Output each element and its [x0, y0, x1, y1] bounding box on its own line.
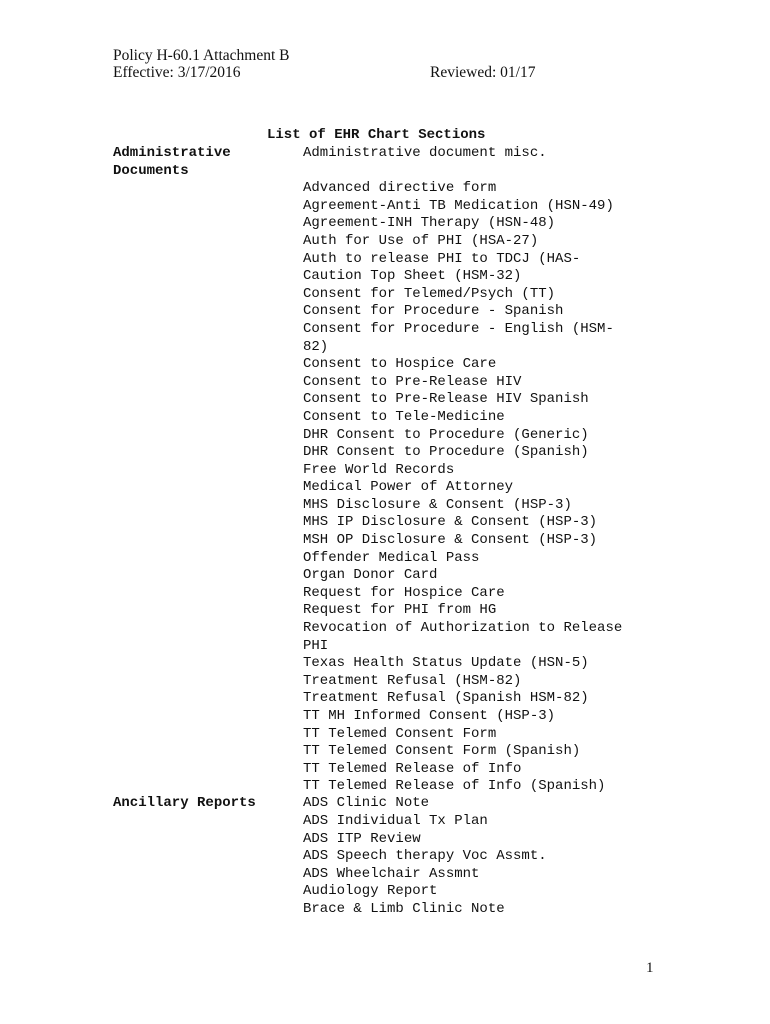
list-item: ADS ITP Review — [303, 830, 421, 847]
list-item: MHS Disclosure & Consent (HSP-3) — [303, 496, 572, 513]
list-item: Treatment Refusal (HSM-82) — [303, 672, 522, 689]
list-item: Agreement-Anti TB Medication (HSN-49) — [303, 197, 614, 214]
list-item: Organ Donor Card — [303, 567, 438, 584]
list-item: Request for PHI from HG — [303, 602, 497, 619]
list-item: Texas Health Status Update (HSN-5) — [303, 655, 589, 672]
section-item-list — [303, 145, 663, 796]
list-item: Medical Power of Attorney — [303, 479, 514, 496]
list-item: ADS Speech therapy Voc Assmt. — [303, 848, 547, 865]
list-item: TT MH Informed Consent (HSP-3) — [303, 708, 556, 724]
list-item: Consent to Tele-Medicine — [303, 408, 505, 425]
list-item: ADS Wheelchair Assmnt — [303, 865, 480, 882]
reviewed-date: Reviewed: 01/17 — [430, 64, 536, 81]
list-item: Treatment Refusal (Spanish HSM-82) — [303, 690, 589, 707]
list-item: ADS Clinic Note — [303, 795, 430, 812]
list-item: Auth for Use of PHI (HSA-27) — [303, 232, 539, 249]
list-item: MSH OP Disclosure & Consent (HSP-3) — [303, 532, 598, 549]
list-item: DHR Consent to Procedure (Spanish) — [303, 444, 589, 461]
list-item: Revocation of Authorization to Release PHI — [303, 620, 623, 654]
list-item: MHS IP Disclosure & Consent (HSP-3) — [303, 514, 598, 531]
list-item: Administrative document misc. — [303, 145, 547, 161]
list-item: Consent for Telemed/Psych (TT) — [303, 285, 556, 302]
list-item: Advanced directive form — [303, 180, 497, 197]
section-item-list — [303, 795, 663, 918]
list-item: Consent for Procedure - Spanish — [303, 303, 564, 320]
list-item: Agreement-INH Therapy (HSN-48) — [303, 215, 556, 232]
list-item: Free World Records — [303, 461, 455, 478]
list-item: Consent to Pre-Release HIV — [303, 373, 522, 390]
list-item: Brace & Limb Clinic Note — [303, 900, 505, 917]
list-item: TT Telemed Release of Info (Spanish) — [303, 778, 606, 795]
list-item: Consent to Pre-Release HIV Spanish — [303, 391, 589, 408]
policy-reference: Policy H-60.1 Attachment B — [113, 47, 290, 64]
effective-date: Effective: 3/17/2016 — [113, 64, 241, 81]
list-item: Request for Hospice Care — [303, 584, 505, 601]
list-item: Consent to Hospice Care — [303, 356, 497, 373]
page-number: 1 — [646, 960, 654, 976]
section-label: Administrative Documents — [113, 145, 231, 179]
list-item: TT Telemed Release of Info — [303, 760, 522, 777]
list-item: TT Telemed Consent Form — [303, 725, 497, 742]
list-item: Offender Medical Pass — [303, 549, 480, 566]
list-item: DHR Consent to Procedure (Generic) — [303, 426, 589, 443]
list-item: ADS Individual Tx Plan — [303, 812, 488, 829]
list-item: TT Telemed Consent Form (Spanish) — [303, 743, 581, 760]
section-label: Ancillary Reports — [113, 795, 256, 812]
list-item: Audiology Report — [303, 883, 438, 900]
list-item: Auth to release PHI to TDCJ (HAS- Caution Top Sheet (HSM-32) — [303, 250, 581, 285]
list-item: Consent for Procedure - English (HSM- 82) — [303, 320, 614, 355]
document-title: List of EHR Chart Sections — [267, 127, 486, 143]
